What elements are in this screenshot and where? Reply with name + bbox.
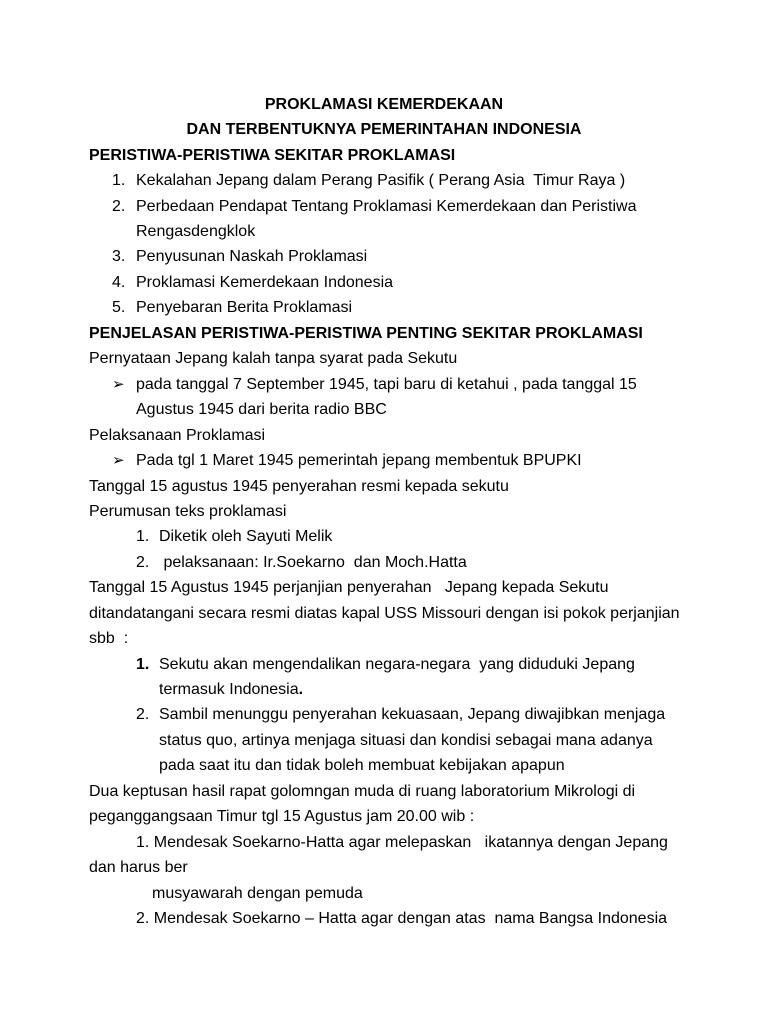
decision-item-continued: musyawarah dengan pemuda	[152, 885, 363, 902]
list-item-text: Sekutu akan mengendalikan negara-negara yang diduduki Jepang	[159, 656, 635, 673]
list-number: 4.	[112, 274, 126, 291]
paragraph: Tanggal 15 Agustus 1945 perjanjian penyerahan Jepang kepada Sekutu	[89, 579, 609, 596]
list-item-text: Diketik oleh Sayuti Melik	[159, 528, 333, 545]
list-number: 2.	[136, 706, 150, 723]
paragraph-continued: sbb :	[89, 630, 129, 647]
arrow-bullet-icon: ➢	[112, 452, 125, 469]
list-number: 3.	[112, 248, 126, 265]
document-title-line-2: DAN TERBENTUKNYA PEMERINTAHAN INDONESIA	[186, 121, 582, 138]
list-item-text: pelaksanaan: Ir.Soekarno dan Moch.Hatta	[159, 554, 467, 571]
list-item-text-continued: pada saat itu dan tidak boleh membuat kebijakan apapun	[159, 757, 565, 774]
list-number: 2.	[112, 198, 126, 215]
list-number: 1.	[136, 528, 150, 545]
list-number: 2.	[136, 554, 150, 571]
list-item-text: Kekalahan Jepang dalam Perang Pasifik ( Perang Asia Timur Raya )	[136, 172, 626, 189]
list-item-text: Proklamasi Kemerdekaan Indonesia	[136, 274, 394, 291]
decision-item: 2. Mendesak Soekarno – Hatta agar dengan atas nama Bangsa Indonesia	[136, 910, 668, 927]
paragraph: Tanggal 15 agustus 1945 penyerahan resmi kepada sekutu	[89, 478, 509, 495]
paragraph: Dua keptusan hasil rapat golomngan muda di ruang laboratorium Mikrologi di	[89, 783, 636, 800]
paragraph: Perumusan teks proklamasi	[89, 503, 287, 520]
document-title-line-1: PROKLAMASI KEMERDEKAAN	[264, 96, 504, 113]
list-item-text-continued: Rengasdengklok	[136, 223, 256, 240]
section-heading-peristiwa: PERISTIWA-PERISTIWA SEKITAR PROKLAMASI	[89, 147, 456, 164]
list-item-text: Sambil menunggu penyerahan kekuasaan, Jepang diwajibkan menjaga	[159, 706, 666, 723]
paragraph-continued: peganggangsaan Timur tgl 15 Agustus jam 20.00 wib :	[89, 808, 475, 825]
list-item-text-continued: status quo, artinya menjaga situasi dan kondisi sebagai mana adanya	[159, 732, 653, 749]
arrow-bullet-icon: ➢	[112, 376, 125, 393]
paragraph-continued: ditandatangani secara resmi diatas kapal USS Missouri dengan isi pokok perjanjian	[89, 605, 680, 622]
list-number: 1.	[136, 656, 150, 673]
bullet-text-continued: Agustus 1945 dari berita radio BBC	[136, 401, 387, 418]
decision-item: 1. Mendesak Soekarno-Hatta agar melepaskan ikatannya dengan Jepang	[136, 834, 668, 851]
list-item-text: Penyusunan Naskah Proklamasi	[136, 248, 368, 265]
list-item-text: Penyebaran Berita Proklamasi	[136, 299, 353, 316]
decision-item-continued: dan harus ber	[89, 859, 188, 876]
paragraph: Pelaksanaan Proklamasi	[89, 427, 266, 444]
list-item-text-continued	[159, 682, 303, 698]
list-item-text-part: termasuk Indonesia	[159, 681, 299, 698]
list-item-period: .	[298, 681, 304, 698]
list-number: 1.	[112, 172, 126, 189]
bullet-text: pada tanggal 7 September 1945, tapi baru di ketahui , pada tanggal 15	[136, 376, 637, 393]
paragraph: Pernyataan Jepang kalah tanpa syarat pada Sekutu	[89, 350, 458, 367]
list-number: 5.	[112, 299, 126, 316]
list-item-text: Perbedaan Pendapat Tentang Proklamasi Kemerdekaan dan Peristiwa	[136, 198, 637, 215]
section-heading-penjelasan: PENJELASAN PERISTIWA-PERISTIWA PENTING SEKITAR PROKLAMASI	[89, 325, 643, 342]
bullet-text: Pada tgl 1 Maret 1945 pemerintah jepang membentuk BPUPKI	[136, 452, 582, 469]
